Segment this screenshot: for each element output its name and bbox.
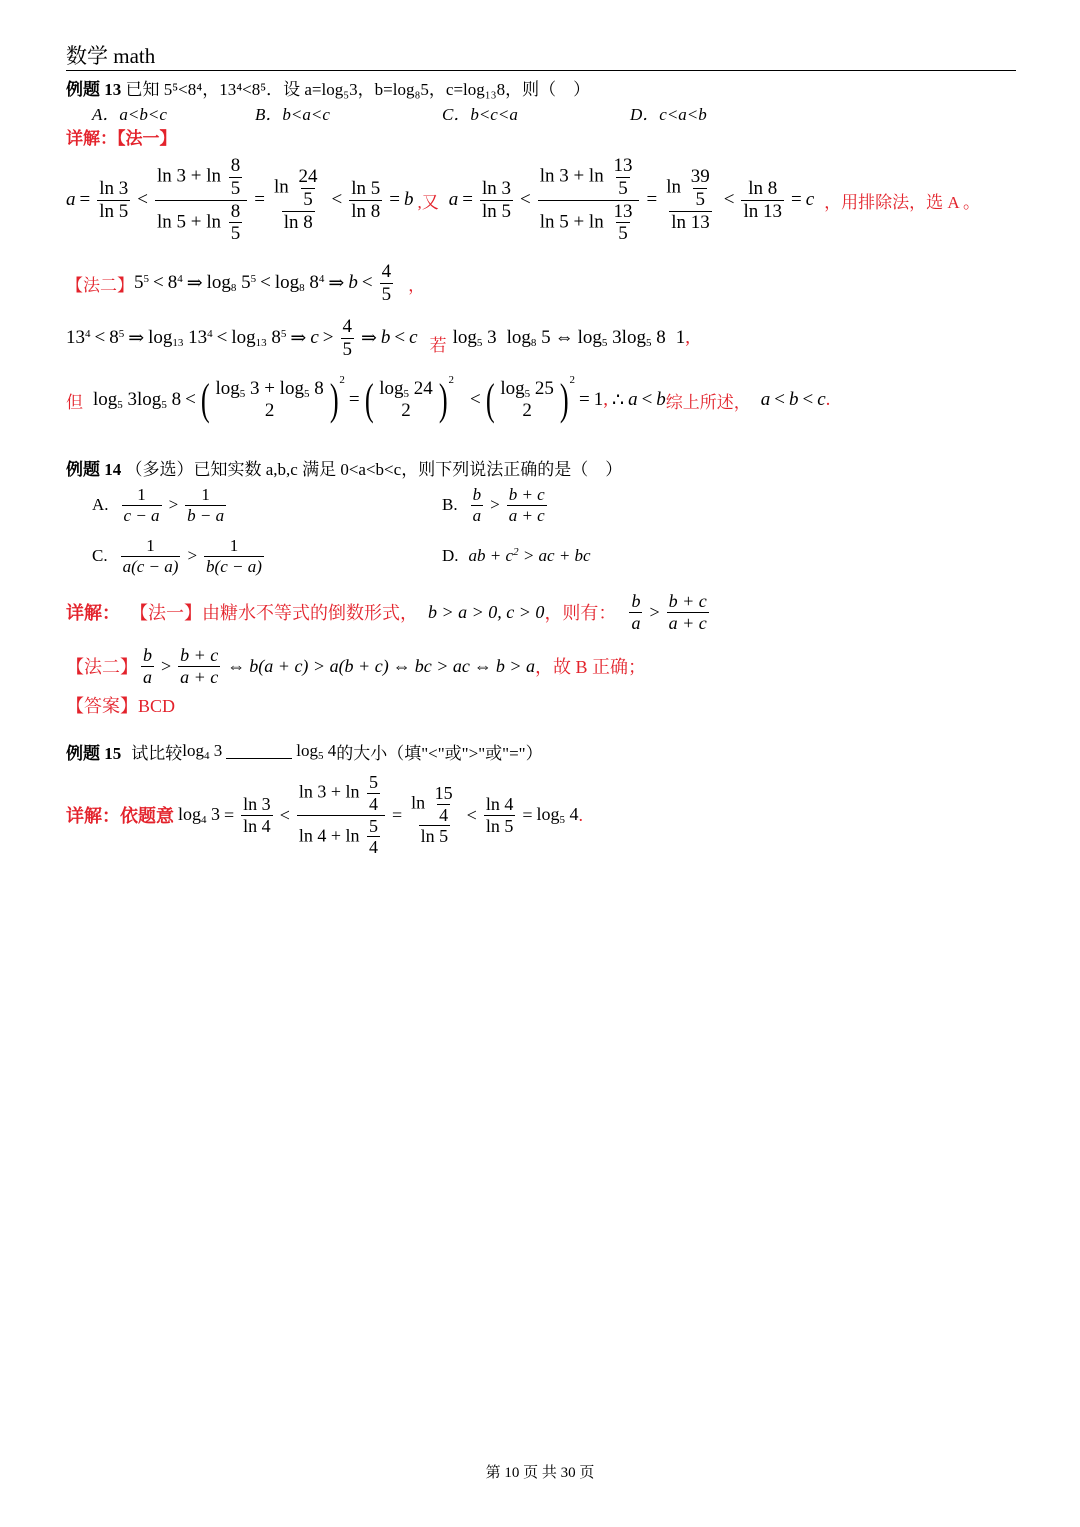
option-d: D．c<a<b xyxy=(630,105,707,124)
method2-line2: $13^4$ < $8^5$ ⇒ $\log_{13} 13^4$ < $\log_{13} 8^5$ ⇒ c > $\frac{4}{5}$ ⇒ b < c 若 $\log_5 3$ $\log_8 5$ ⇔ $\log_5 3\log_5$ 8 1 , xyxy=(66,315,690,360)
fill-blank[interactable] xyxy=(226,744,292,759)
method2-label: 【法二】 xyxy=(66,275,134,295)
ex14-option-b: B. $\frac{b}{a}$ > $\frac{b + c}{a + c}$ xyxy=(442,484,545,525)
method2-line3: 但 $\log_5 3\log_5$ 8 < ( $\log_5 3 + \log_5 8$ 2 ) $^2$ = ( $\log_5 24$ 2 ) $^2$ < ( $\log_5 25$ 2 ) $^2$ = 1 , ∴ a < b 综上所述， a < b < c . xyxy=(66,374,831,424)
example-14-stem xyxy=(66,455,622,480)
ex14-method1: 详解： 【法一】由糖水不等式的倒数形式， b > a > 0, c > 0 ，则有： $\frac{b}{a}$ > $\frac{b + c}{a + c}$ xyxy=(66,590,707,633)
ex14-method2: 【法二】 $\frac{b}{a}$ > $\frac{b + c}{a + c}$ ⇔ b(a + c) > a(b + c) ⇔ bc > ac ⇔ b > a ，故 B 正确； xyxy=(66,644,646,687)
method1-formula: a = $\frac{\ln 3}{\ln 5}$ < ln 3 + ln $\frac{8}{5}$ ln 5 + ln $\frac{8}{5}$ = ln $\frac{24}{5}$ ln 8 < $\frac{\ln 5}{\ln 8}$ = b ,又 a = $\frac{\ln 3}{\ln 5}$ < ln 3 + ln $\frac{13}{5}$ ln 5 + ln $\frac{13}{5}$ = ln $\frac{39}{5}$ ln 13 < $\frac{\ln 8}{\ln 13}$ = c ，用排除法，选 A 。 xyxy=(66,154,980,245)
ex14-option-a: A. $\frac{1}{c - a}$ > $\frac{1}{b - a}$ xyxy=(92,484,225,525)
method2-line1: 【法二】 $5^5$ < $8^4$ ⇒ $\log_8 5^5$ < $\log_8 8^4$ ⇒ b < $\frac{4}{5}$ ， xyxy=(66,260,426,305)
conclusion-text: ，用排除法，选 A 。 xyxy=(824,192,980,212)
solution-label: 详解： xyxy=(66,129,117,148)
example-15-stem: 例题 15 试比较 $\log_4 3$ $\log_5 4$ 的大小（填"<"或">"或"="） xyxy=(66,740,543,763)
page-footer: 第 10 页 共 30 页 xyxy=(485,1465,595,1481)
option-c: C．b<c<a xyxy=(442,105,518,124)
header-rule xyxy=(66,70,1016,71)
ex14-answer: 【答案】BCD xyxy=(66,696,176,716)
method1-label: 【法一】 xyxy=(117,129,177,148)
example-13-label: 例题 13 xyxy=(66,80,122,99)
and-text: ,又 xyxy=(417,192,439,212)
option-a: A．a<b<c xyxy=(92,105,167,124)
option-b: B．b<a<c xyxy=(255,105,330,124)
page-header-title: 数学 math xyxy=(66,44,156,68)
example-13-stem xyxy=(66,75,590,100)
example-13-question: 已知 5⁵<8⁴，13⁴<8⁵．设 a=log₅3，b=log₈5，c=log₁₃8，则（ ） xyxy=(125,80,591,99)
example-14-question: （多选）已知实数 a,b,c 满足 0<a<b<c，则下列说法正确的是（ ） xyxy=(125,460,623,479)
ex14-option-c: C. $\frac{1}{a(c - a)}$ > $\frac{1}{b(c - a)}$ xyxy=(92,535,262,576)
example-14-label: 例题 14 xyxy=(66,460,122,479)
example-15-label: 例题 15 xyxy=(66,743,122,763)
ex13-solution-header xyxy=(66,124,177,149)
ex15-solution: 详解：依题意 $\log_4 3$ = $\frac{\ln 3}{\ln 4}$ < ln 3 + ln $\frac{5}{4}$ ln 4 + ln $\frac{5}{4}$ = ln $\frac{15}{4}$ ln 5 < $\frac{\ln 4}{\ln 5}$ = $\log_5 4$ . xyxy=(66,772,584,858)
ex14-option-d: D. ab + $c^2$ > ac + bc xyxy=(442,546,591,565)
